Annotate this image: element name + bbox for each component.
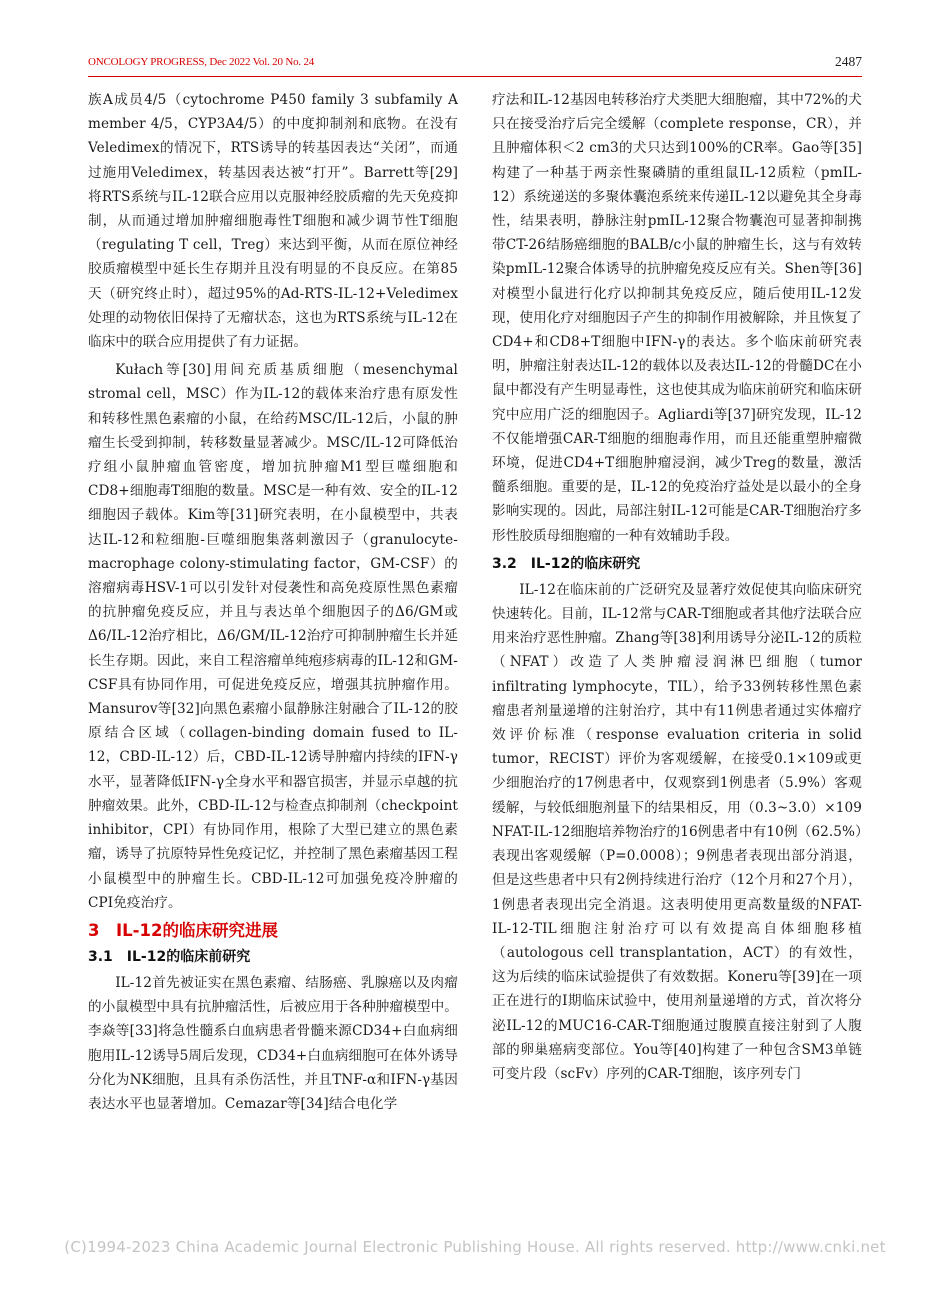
journal-citation: ONCOLOGY PROGRESS, Dec 2022 Vol. 20 No. 24	[88, 56, 315, 68]
right-column	[492, 88, 862, 1090]
paragraph-msc-carrier: Kułach等[30]用间充质基质细胞（mesenchymal stromal cell，MSC）作为IL-12的载体来治疗患有原发性和转移性黑色素瘤的小鼠，在给药MSC/IL-12后，小鼠的肿瘤生长受到抑制，转移数量显著减少。MSC/IL-12可降低治疗组小鼠肿瘤血管密度，增加抗肿瘤M1型巨噬细胞和CD8+细胞毒T细胞的数量。MSC是一种有效、安全的IL-12细胞因子载体。Kim等[31]研究表明，在小鼠模型中，共表达IL-12和粒细胞-巨噬细胞集落刺激因子（granulocyte-macrophage colony-stimulating factor，GM-CSF）的溶瘤病毒HSV-1可以引发针对侵袭性和高免疫原性黑色素瘤的抗肿瘤免疫反应，并且与表达单个细胞因子的Δ6/GM或Δ6/IL-12治疗相比，Δ6/GM/IL-12治疗可抑制肿瘤生长并延长生存期。因此，来自工程溶瘤单纯疱疹病毒的IL-12和GM-CSF具有协同作用，可促进免疫反应，增强其抗肿瘤作用。Mansurov等[32]向黑色素瘤小鼠静脉注射融合了IL-12的胶原结合区域（collagen-binding domain fused to IL-12，CBD-IL-12）后，CBD-IL-12诱导肿瘤内持续的IFN-γ水平，显著降低IFN-γ全身水平和器官损害，并显示卓越的抗肿瘤效果。此外，CBD-IL-12与检查点抑制剂（checkpoint inhibitor，CPI）有协同作用，根除了大型已建立的黑色素瘤，诱导了抗原特异性免疫记忆，并控制了黑色素瘤基因工程小鼠模型中的肿瘤生长。CBD-IL-12可加强免疫冷肿瘤的CPI免疫治疗。	[88, 362, 458, 911]
subsection-heading-preclinical: 3.1 IL-12的临床前研究	[88, 948, 251, 965]
paragraph-clinical-studies: IL-12在临床前的广泛研究及显著疗效促使其向临床研究快速转化。目前，IL-12常与CAR-T细胞或者其他疗法联合应用来治疗恶性肿瘤。Zhang等[38]利用诱导分泌IL-12的质粒（NFAT）改造了人类肿瘤浸润淋巴细胞（tumor infiltrating lymphocyte，TIL），给予33例转移性黑色素瘤患者剂量递增的注射治疗，其中有11例患者通过实体瘤疗效评价标准（response evaluation criteria in solid tumor，RECIST）评价为客观缓解，在接受0.1×109或更少细胞治疗的17例患者中，仅观察到1例患者（5.9%）客观缓解，与较低细胞剂量下的结果相反，用（0.3~3.0）×109 NFAT-IL-12细胞培养物治疗的16例患者中有10例（62.5%）表现出客观缓解（P=0.0008）；9例患者表现出部分消退，但是这些患者中只有2例持续进行治疗（12个月和27个月），1例患者表现出完全消退。这表明使用更高数量级的NFAT-IL-12-TIL细胞注射治疗可以有效提高自体细胞移植（autologous cell transplantation，ACT）的有效性，这为后续的临床试验提供了有效数据。Koneru等[39]在一项正在进行的Ⅰ期临床试验中，使用剂量递增的方式，首次将分泌IL-12的MUC16-CAR-T细胞通过腹膜直接注射到了人腹部的卵巢癌病变部位。You等[40]构建了一种包含SM3单链可变片段（scFv）序列的CAR-T细胞，该序列专门	[492, 581, 862, 1082]
paragraph-preclinical: IL-12首先被证实在黑色素瘤、结肠癌、乳腺癌以及肉瘤的小鼠模型中具有抗肿瘤活性，后被应用于各种肿瘤模型中。李焱等[33]将急性髓系白血病患者骨髓来源CD34+白血病细胞用IL-12诱导5周后发现，CD34+白血病细胞可在体外诱导分化为NK细胞，且具有杀伤活性，并且TNF-α和IFN-γ基因表达水平也显著增加。Cemazar等[34]结合电化学	[88, 974, 458, 1112]
left-column	[88, 88, 458, 1120]
running-header	[88, 52, 862, 77]
subsection-heading-clinical: 3.2 IL-12的临床研究	[492, 555, 641, 572]
paragraph-rts-system: 族A成员4/5（cytochrome P450 family 3 subfamily A member 4/5，CYP3A4/5）的中度抑制剂和底物。在没有Veledimex的情况下，RTS诱导的转基因表达“关闭”，而通过施用Veledimex，转基因表达被“打开”。Barrett等[29]将RTS系统与IL-12联合应用以克服神经胶质瘤的先天免疫抑制，从而通过增加肿瘤细胞毒性T细胞和减少调节性T细胞（regulating T cell，Treg）来达到平衡，从而在原位神经胶质瘤模型中延长生存期并且没有明显的不良反应。在第85天（研究终止时），超过95%的Ad-RTS-IL-12+Veledimex处理的动物依旧保持了无瘤状态，这也为RTS系统与IL-12在临床中的联合应用提供了有力证据。	[88, 92, 458, 351]
section-heading-clinical-progress: 3 IL-12的临床研究进展	[88, 920, 278, 940]
paragraph-preclinical-continued: 疗法和IL-12基因电转移治疗犬类肥大细胞瘤，其中72%的犬只在接受治疗后完全缓解（complete response，CR），并且肿瘤体积＜2 cm3的犬只达到100%的CR率。Gao等[35]构建了一种基于两亲性聚磷腈的重组鼠IL-12质粒（pmIL-12）系统递送的多聚体囊泡系统来传递IL-12以避免其全身毒性，结果表明，静脉注射pmIL-12聚合物囊泡可显著抑制携带CT-26结肠癌细胞的BALB/c小鼠的肿瘤生长，这与有效转染pmIL-12聚合体诱导的抗肿瘤免疫反应有关。Shen等[36]对模型小鼠进行化疗以抑制其免疫反应，随后使用IL-12发现，使用化疗对细胞因子产生的抑制作用被解除，并且恢复了CD4+和CD8+T细胞中IFN-γ的表达。多个临床前研究表明，肿瘤注射表达IL-12的载体以及表达IL-12的骨髓DC在小鼠中都没有产生明显毒性，这也使其成为临床前研究和临床研究中应用广泛的细胞因子。Agliardi等[37]研究发现，IL-12不仅能增强CAR-T细胞的细胞毒作用，而且还能重塑肿瘤微环境，促进CD4+T细胞肿瘤浸润，减少Treg的数量，激活髓系细胞。重要的是，IL-12的免疫治疗益处是以最小的全身影响实现的。因此，局部注射IL-12可能是CAR-T细胞治疗多形性胶质母细胞瘤的一种有效辅助手段。	[492, 92, 862, 544]
copyright-footer: (C)1994-2023 China Academic Journal Electronic Publishing House. All rights reserved. http://www.cnki.net	[64, 1238, 886, 1256]
page-number: 2487	[835, 54, 862, 69]
